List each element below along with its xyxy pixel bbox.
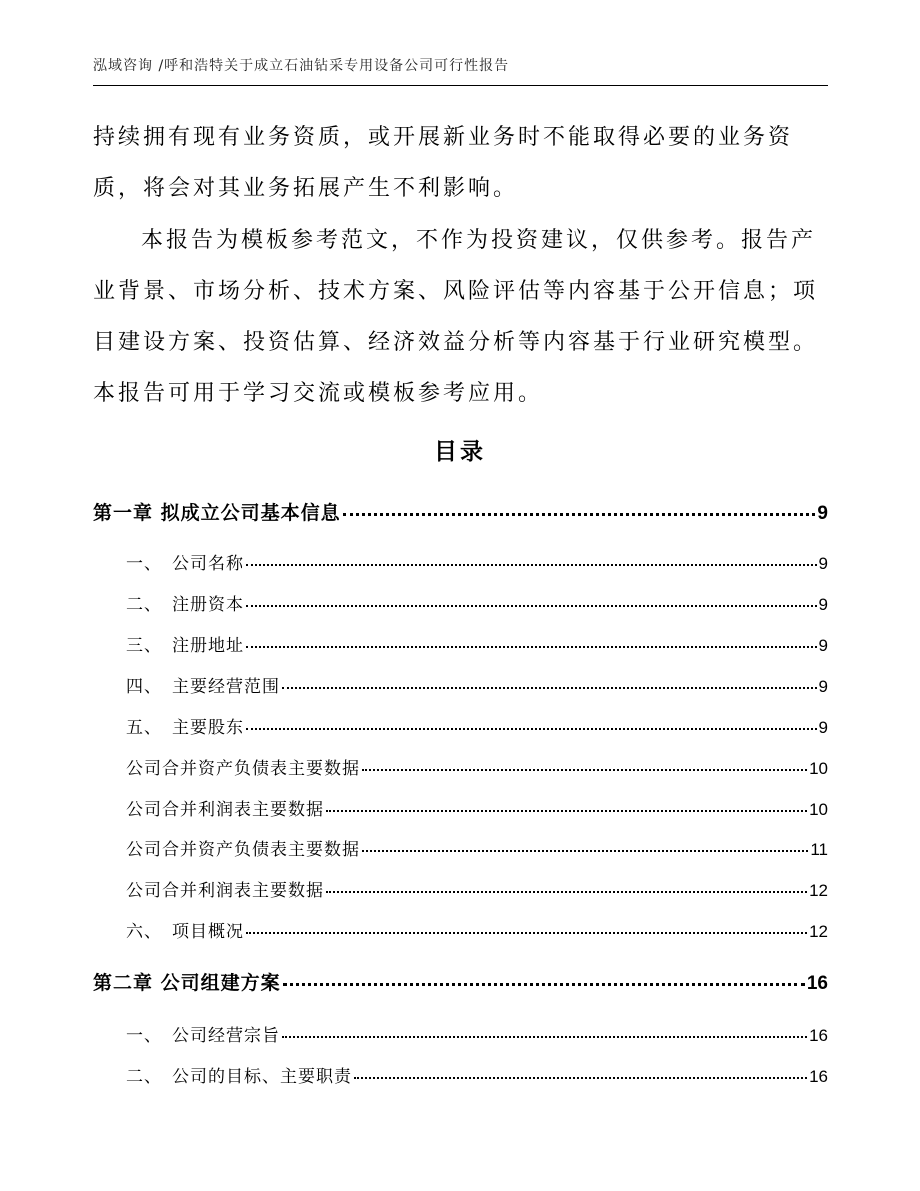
toc-entry-label [93,713,244,738]
toc-entry-business-purpose[interactable] [93,1021,828,1046]
toc-leader-dots [246,932,807,934]
toc-entry-label [93,631,244,656]
toc-leader-dots [362,769,807,771]
toc-page-number: 16 [809,1026,828,1045]
toc-entry-text: 注册资本 [172,595,244,615]
toc-page-number: 9 [818,636,828,655]
body-paragraph-1: 持续拥有现有业务资质，或开展新业务时不能取得必要的业务资质，将会对其业务拓展产生不利影响。 [93,125,794,201]
toc-entry-number: 六、 [126,922,162,942]
toc-page-number: 10 [809,759,828,778]
toc-page-number: 9 [818,554,828,573]
toc-entry-text: 公司的目标、主要职责 [172,1067,352,1087]
toc-leader-dots [343,513,816,516]
page-header: 泓域咨询 /呼和浩特关于成立石油钻采专用设备公司可行性报告 [93,55,828,86]
toc-entry-label [93,1021,280,1046]
toc-entry-income-statement-1[interactable] [93,795,828,820]
toc-leader-dots [246,564,817,566]
toc-entry-project-overview[interactable] [93,917,828,942]
toc-page-number: 16 [809,1067,828,1086]
toc-leader-dots [282,687,817,689]
toc-entry-label: 公司合并利润表主要数据 [126,881,324,901]
toc-entry-number: 五、 [126,718,162,738]
toc-entry-label: 第一章 拟成立公司基本信息 [93,502,341,524]
toc-entry-label: 第二章 公司组建方案 [93,972,281,994]
toc-leader-dots [354,1077,807,1079]
toc-page-number: 9 [818,595,828,614]
toc-entry-text: 项目概况 [172,922,244,942]
toc-entry-text: 主要经营范围 [172,677,280,697]
toc-entry-chapter-1[interactable] [93,498,828,525]
toc-entry-chapter-2[interactable] [93,968,828,995]
toc-entry-text: 主要股东 [172,718,244,738]
toc-entry-label [93,549,244,574]
toc-entry-number: 二、 [126,1067,162,1087]
toc-leader-dots [246,646,817,648]
toc-entry-income-statement-2[interactable] [93,876,828,901]
toc-entry-number: 四、 [126,677,162,697]
toc-entry-label [93,1062,352,1087]
toc-entry-label [93,917,244,942]
toc-leader-dots [246,728,817,730]
toc-page-number: 11 [810,840,828,859]
toc-entry-label: 公司合并资产负债表主要数据 [126,759,360,779]
toc-entry-label [93,672,280,697]
toc-page-number: 9 [818,677,828,696]
toc-entry-number: 二、 [126,595,162,615]
toc-leader-dots [326,891,807,893]
toc-entry-company-name[interactable] [93,549,828,574]
toc-leader-dots [362,850,808,852]
toc-entry-balance-sheet-2[interactable] [93,835,828,860]
toc-entry-label: 公司合并利润表主要数据 [126,800,324,820]
toc-leader-dots [282,1036,807,1038]
body-paragraph-2: 本报告为模板参考范文，不作为投资建议，仅供参考。报告产业背景、市场分析、技术方案、风险评估等内容基于公开信息；项目建设方案、投资估算、经济效益分析等内容基于行业研究模型。本报告可用于学习交流或模板参考应用。 [93,228,819,406]
toc-page-number: 9 [818,718,828,737]
toc-title: 目录 [434,439,486,465]
toc-page-number: 12 [809,881,828,900]
toc-entry-text: 注册地址 [172,636,244,656]
toc-entry-label [93,590,244,615]
toc-entry-registered-address[interactable] [93,631,828,656]
toc-entry-major-shareholders[interactable] [93,713,828,738]
toc-entry-business-scope[interactable] [93,672,828,697]
toc-entry-number: 三、 [126,636,162,656]
toc-page-number: 12 [809,922,828,941]
toc-entry-registered-capital[interactable] [93,590,828,615]
toc-leader-dots [283,983,805,986]
toc-entry-balance-sheet-1[interactable] [93,754,828,779]
toc-page-number: 16 [806,973,828,994]
toc-leader-dots [246,605,817,607]
toc-entry-text: 公司名称 [172,554,244,574]
toc-page-number: 10 [809,800,828,819]
toc-page-number: 9 [817,503,828,524]
toc-leader-dots [326,810,807,812]
toc-entry-goals-responsibilities[interactable] [93,1062,828,1087]
toc-entry-text: 公司经营宗旨 [172,1026,280,1046]
toc-entry-label: 公司合并资产负债表主要数据 [126,840,360,860]
toc-entry-number: 一、 [126,1026,162,1046]
toc-entry-number: 一、 [126,554,162,574]
